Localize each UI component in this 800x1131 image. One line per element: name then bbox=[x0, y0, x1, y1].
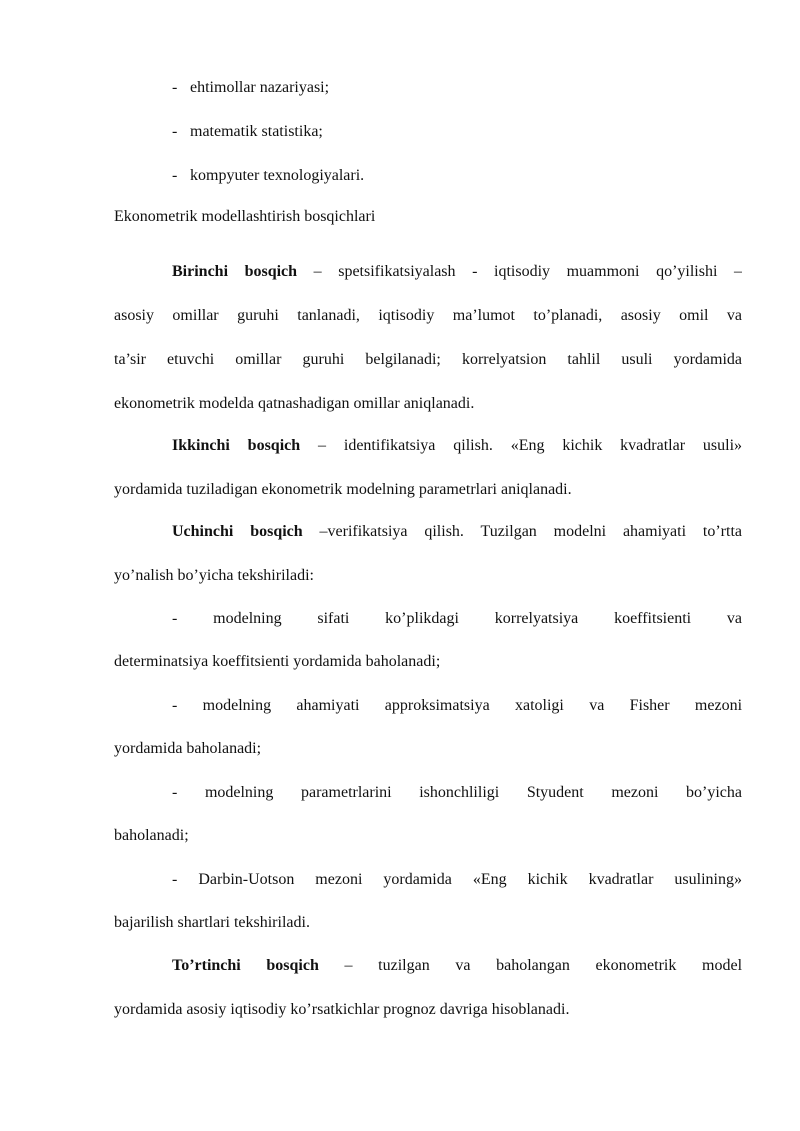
stage3-item3-line2: baholanadi; bbox=[114, 827, 189, 844]
bullet-text: kompyuter texnologiyalari. bbox=[190, 167, 365, 184]
bullet-dash: - bbox=[172, 784, 178, 801]
stage3-item3-line1 bbox=[172, 783, 742, 803]
stage3-heading: Uchinchi bosqich bbox=[172, 523, 303, 540]
section-title: Ekonometrik modellashtirish bosqichlari bbox=[114, 208, 376, 225]
bullet-dash: - bbox=[172, 79, 178, 96]
stage1-line4: ekonometrik modelda qatnashadigan omillar aniqlanadi. bbox=[114, 395, 475, 412]
stage4-heading: To’rtinchi bosqich bbox=[172, 957, 319, 974]
stage1-line3: ta’sir etuvchi omillar guruhi belgilanadi; korrelyatsion tahlil usuli yordamida bbox=[114, 351, 742, 368]
stage3-line2: yo’nalish bo’yicha tekshiriladi: bbox=[114, 567, 314, 584]
bullet-text: matematik statistika; bbox=[190, 123, 323, 140]
stage1-text: – spetsifikatsiyalash - iqtisodiy muammoni qo’yilishi – bbox=[297, 263, 742, 280]
stage4-line1 bbox=[172, 956, 742, 976]
item-text: modelning sifati ko’plikdagi korrelyatsiya koeffitsienti va bbox=[213, 610, 742, 627]
item-text: modelning parametrlarini ishonchliligi Styudent mezoni bo’yicha bbox=[204, 784, 742, 801]
stage3-text: –verifikatsiya qilish. Tuzilgan modelni ahamiyati to’rtta bbox=[302, 523, 742, 540]
bullet-dash: - bbox=[172, 123, 178, 140]
stage1-line1 bbox=[172, 262, 742, 282]
stage3-item1-line2: determinatsiya koeffitsienti yordamida baholanadi; bbox=[114, 653, 441, 670]
stage3-item4-line2: bajarilish shartlari tekshiriladi. bbox=[114, 914, 310, 931]
stage1-heading: Birinchi bosqich bbox=[172, 263, 298, 280]
stage3-item2-line2: yordamida baholanadi; bbox=[114, 740, 262, 757]
bullet-dash: - bbox=[172, 871, 178, 888]
stage2-line2: yordamida tuziladigan ekonometrik modelning parametrlari aniqlanadi. bbox=[114, 481, 572, 498]
stage3-item4-line1 bbox=[172, 870, 742, 890]
item-text: Darbin-Uotson mezoni yordamida «Eng kichik kvadratlar usulining» bbox=[198, 871, 742, 888]
bullet-item bbox=[172, 122, 323, 142]
stage3-item2-line1 bbox=[172, 696, 742, 716]
stage3-line1 bbox=[172, 522, 742, 542]
bullet-dash: - bbox=[172, 697, 178, 714]
item-text: modelning ahamiyati approksimatsiya xatoligi va Fisher mezoni bbox=[202, 697, 742, 714]
bullet-item bbox=[172, 78, 329, 98]
stage2-text: – identifikatsiya qilish. «Eng kichik kvadratlar usuli» bbox=[300, 437, 742, 454]
bullet-dash: - bbox=[172, 167, 178, 184]
stage4-text: – tuzilgan va baholangan ekonometrik model bbox=[318, 957, 742, 974]
bullet-item bbox=[172, 166, 364, 186]
stage3-item1-line1 bbox=[172, 609, 742, 629]
bullet-dash: - bbox=[172, 610, 178, 627]
stage2-heading: Ikkinchi bosqich bbox=[172, 437, 301, 454]
stage4-line2: yordamida asosiy iqtisodiy ko’rsatkichlar prognoz davriga hisoblanadi. bbox=[114, 1001, 570, 1018]
stage2-line1 bbox=[172, 436, 742, 456]
bullet-text: ehtimollar nazariyasi; bbox=[190, 79, 330, 96]
stage1-line2: asosiy omillar guruhi tanlanadi, iqtisodiy ma’lumot to’planadi, asosiy omil va bbox=[114, 307, 742, 324]
